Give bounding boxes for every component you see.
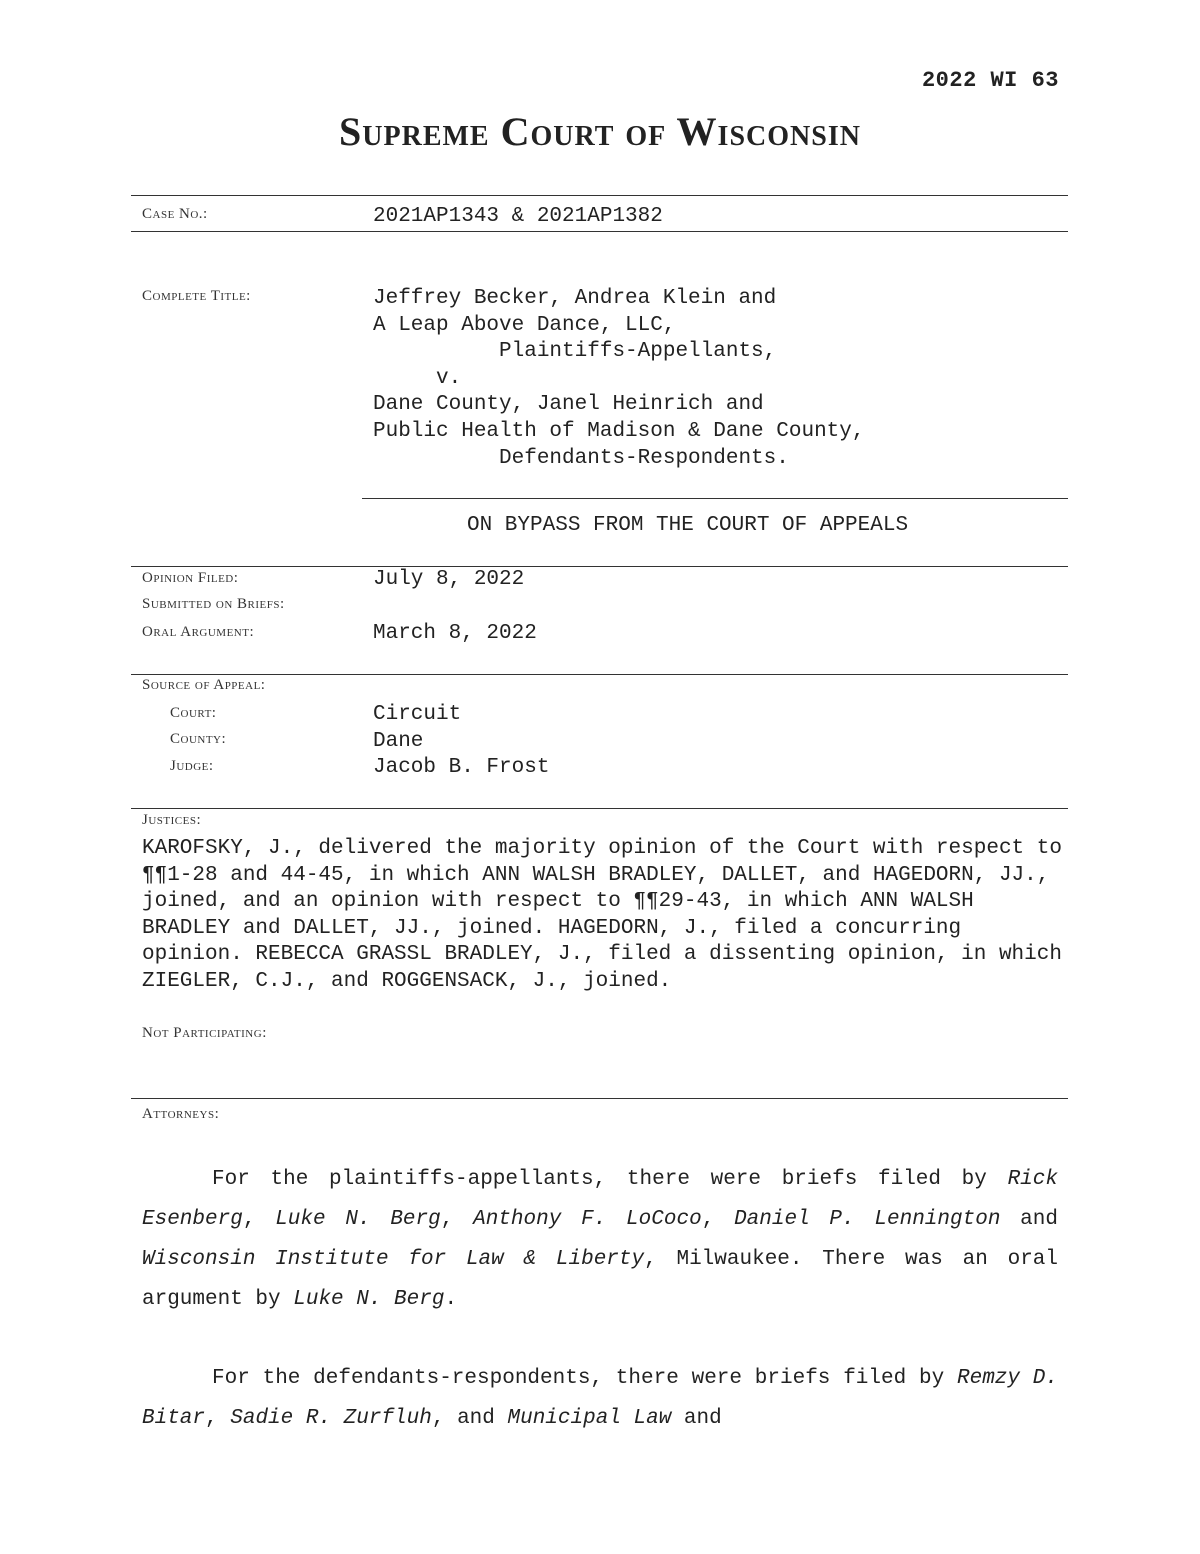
justices-text: KAROFSKY, J., delivered the majority opinion of the Court with respect to ¶¶1-28 and 44-45, in which ANN WALSH BRADLEY, DALLET, and HAGEDORN, JJ., joined, and an opinion with respect to ¶¶29-43, in which ANN WALSH BRADLEY and DALLET, JJ., joined. HAGEDORN, J., filed a concurring opinion. REBECCA GRASSL BRADLEY, J., filed a dissenting opinion, in which ZIEGLER, C.J., and ROGGENSACK, J., joined.: [142, 837, 1062, 993]
attorney-name: Luke N. Berg: [293, 1288, 445, 1311]
submitted-label: Submitted on Briefs:: [142, 596, 285, 612]
attorney-name: Sadie R. Zurfluh: [230, 1407, 432, 1430]
law-firm-name: Municipal Law: [507, 1407, 672, 1430]
title-line: A Leap Above Dance, LLC,: [373, 313, 676, 337]
citation: 2022 WI 63: [921, 68, 1059, 93]
text: For the plaintiffs-appellants, there were briefs filed by: [212, 1168, 1008, 1191]
title-line: Dane County, Janel Heinrich and: [373, 393, 764, 417]
divider: [131, 674, 1068, 675]
text: ,: [242, 1208, 276, 1231]
divider: [131, 566, 1068, 567]
divider: [362, 498, 1068, 499]
divider: [131, 1098, 1068, 1099]
title-line: v.: [373, 366, 462, 390]
attorney-name: Rick Esenberg: [142, 1168, 1058, 1231]
judge-value: Jacob B. Frost: [373, 756, 550, 779]
not-participating-label: Not Participating:: [142, 1025, 267, 1041]
attorneys-label: Attorneys:: [142, 1106, 220, 1122]
divider: [131, 808, 1068, 809]
text: .: [444, 1288, 458, 1311]
court-value: Circuit: [373, 703, 462, 726]
attorney-name: Daniel P. Lennington: [734, 1208, 1001, 1231]
bypass-notice: ON BYPASS FROM THE COURT OF APPEALS: [467, 514, 909, 537]
divider: [131, 231, 1068, 232]
complete-title: [373, 286, 864, 472]
county-value: Dane: [373, 730, 424, 753]
opinion-filed-label: Opinion Filed:: [142, 570, 239, 586]
title-line: Plaintiffs-Appellants,: [373, 340, 777, 364]
court-title: Supreme Court of Wisconsin: [339, 109, 861, 154]
judge-label: Judge:: [170, 758, 214, 774]
title-line: Defendants-Respondents.: [373, 446, 789, 470]
court-label: Court:: [170, 705, 217, 721]
law-firm-name: Wisconsin Institute for Law & Liberty: [142, 1248, 645, 1271]
case-no: 2021AP1343 & 2021AP1382: [373, 205, 663, 228]
oral-argument: March 8, 2022: [373, 622, 537, 645]
title-line: Jeffrey Becker, Andrea Klein and: [373, 287, 777, 310]
divider: [131, 195, 1068, 196]
oral-argument-label: Oral Argument:: [142, 624, 255, 640]
text: ,: [205, 1407, 231, 1430]
attorneys-plaintiffs-paragraph: [142, 1160, 1058, 1320]
attorney-name: Luke N. Berg: [275, 1208, 441, 1231]
source-label: Source of Appeal:: [142, 677, 266, 693]
title-line: Public Health of Madison & Dane County,: [373, 419, 865, 443]
text: and: [671, 1407, 722, 1430]
text: , Milwaukee. There was an oral argument by: [142, 1248, 1058, 1311]
attorneys-defendants-paragraph: [142, 1359, 1058, 1439]
county-label: County:: [170, 731, 227, 747]
text: ,: [440, 1208, 474, 1231]
opinion-filed: July 8, 2022: [373, 568, 525, 591]
complete-title-label: Complete Title:: [142, 288, 251, 304]
justices-label: Justices:: [142, 812, 202, 828]
case-no-label: Case No.:: [142, 206, 208, 222]
attorney-name: Anthony F. LoCoco: [473, 1208, 702, 1231]
text: and: [1000, 1208, 1058, 1231]
text: For the defendants-respondents, there were briefs filed by: [212, 1367, 957, 1390]
text: ,: [701, 1208, 735, 1231]
attorney-name: Remzy D. Bitar: [142, 1367, 1058, 1430]
text: , and: [431, 1407, 508, 1430]
